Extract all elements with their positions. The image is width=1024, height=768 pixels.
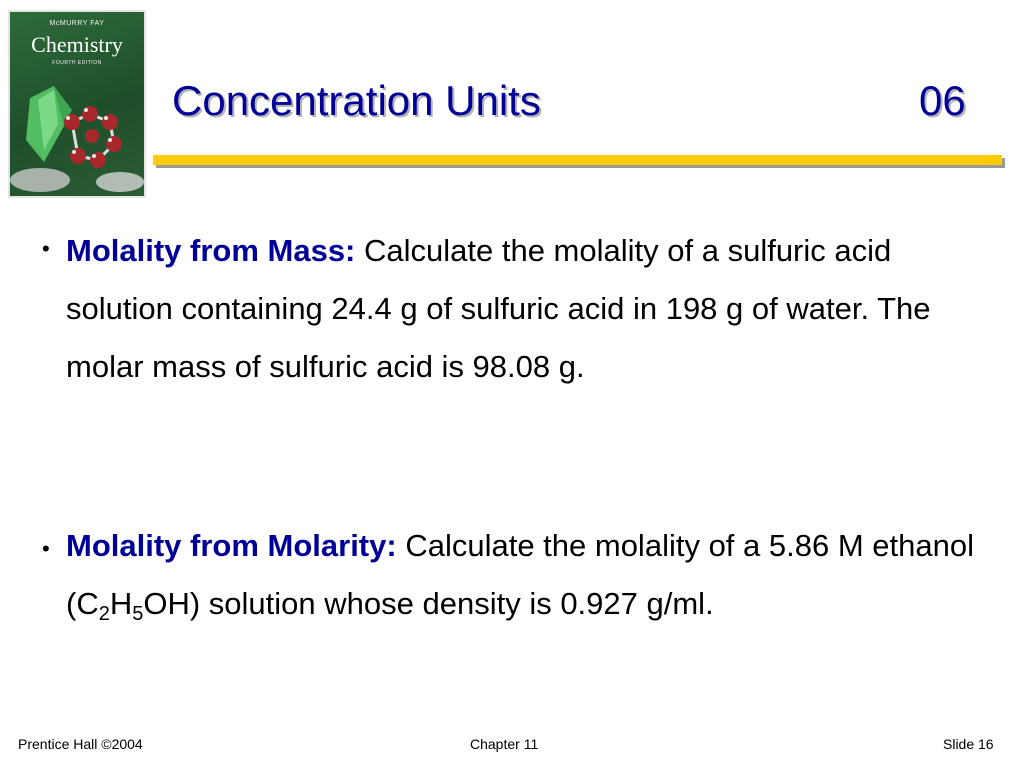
slide-title: Concentration Units: [172, 77, 541, 124]
cover-publisher: McMURRY FAY: [49, 20, 105, 27]
title-underline-rule: [153, 155, 1002, 165]
bullet-heading: Molality from Molarity:: [66, 528, 397, 563]
bullet-item-molality-from-molarity: [66, 517, 1001, 633]
book-cover-image: [10, 12, 144, 196]
slide-title-number: 06: [919, 77, 966, 124]
bullet-text: Calculate the molality of a sulfuric acid solution containing 24.4 g of sulfuric acid in 198 g of water. The molar mass of sulfuric acid is 98.08 g.: [66, 233, 931, 384]
footer-slide-number: Slide 16: [943, 736, 994, 752]
footer-copyright: Prentice Hall ©2004: [18, 736, 143, 752]
cover-edition: FOURTH EDITION: [52, 60, 102, 66]
bullet-marker: •: [42, 236, 50, 261]
subscript: 5: [132, 603, 144, 625]
subscript: 2: [98, 603, 110, 625]
bullet-marker: •: [42, 536, 50, 561]
bullet-text: OH) solution whose density is 0.927 g/ml.: [143, 586, 714, 621]
bullet-heading: Molality from Mass:: [66, 233, 356, 268]
bullet-item-molality-from-mass: [66, 222, 1001, 396]
bullet-text: Calculate the molality of a 5.86 M ethanol (C: [66, 528, 974, 621]
cover-title: Chemistry: [31, 32, 123, 57]
footer-chapter: Chapter 11: [470, 736, 539, 752]
cover-artwork: [10, 70, 144, 196]
formula-text: H: [109, 586, 133, 621]
